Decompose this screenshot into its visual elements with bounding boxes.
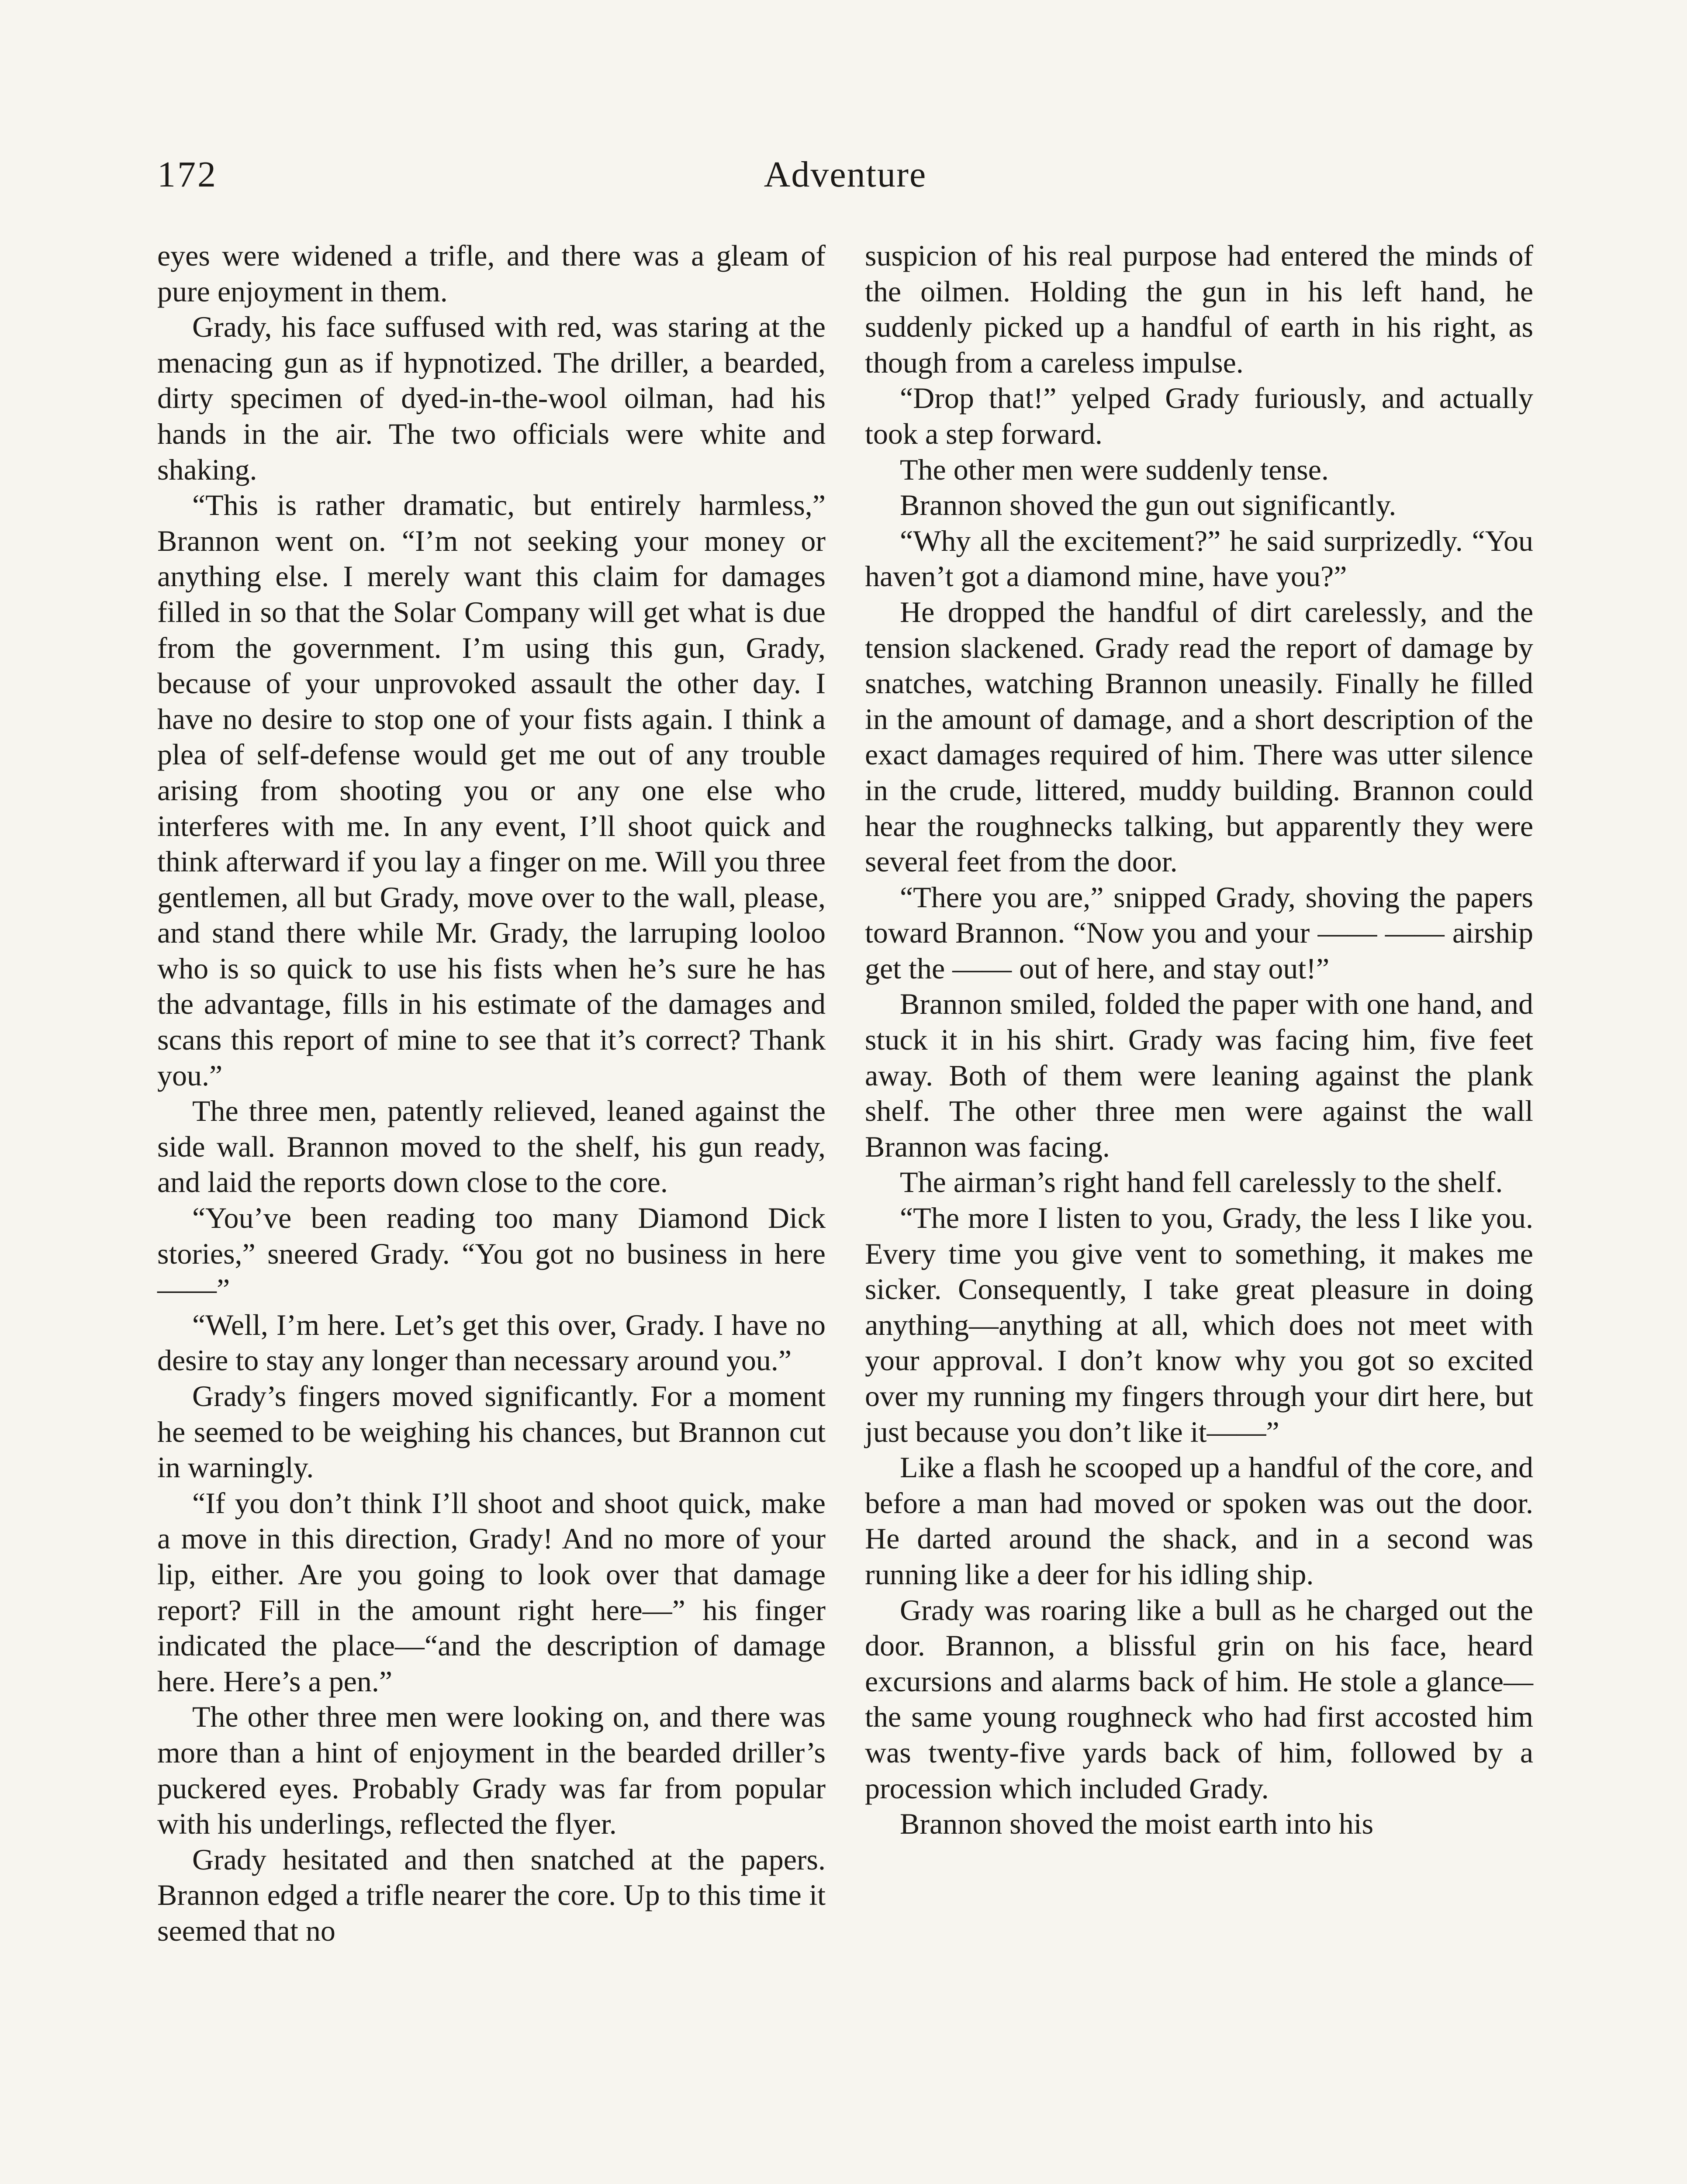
paragraph: “If you don’t think I’ll shoot and shoot quick, make a move in this direction, Grady! And no more of your lip, either. Are you going to look over that damage report? Fill in the amount right here—” his finger indicated the place—“and the description of damage here. Here’s a pen.” [157, 1486, 826, 1698]
paragraph: The airman’s right hand fell carelessly to the shelf. [900, 1165, 1503, 1199]
paragraph: “There you are,” snipped Grady, shoving the papers toward Brannon. “Now you and your —— —— airship get the —— out of here, and stay out!” [865, 880, 1533, 985]
paragraph: suspicion of his real purpose had entered the minds of the oilmen. Holding the gun in his left hand, he suddenly picked up a handful of earth in his right, as though from a careless impulse. [865, 239, 1533, 379]
text-column-left [157, 238, 826, 1949]
paragraph: “Well, I’m here. Let’s get this over, Grady. I have no desire to stay any longer than necessary around you.” [157, 1308, 826, 1377]
text-column-right [865, 238, 1533, 1842]
paragraph: The other three men were looking on, and there was more than a hint of enjoyment in the bearded driller’s puckered eyes. Probably Grady was far from popular with his underlings, reflected the flyer. [157, 1700, 826, 1841]
paragraph: Brannon shoved the moist earth into his [900, 1807, 1374, 1841]
paragraph: Grady, his face suffused with red, was staring at the menacing gun as if hypnotized. The driller, a bearded, dirty specimen of dyed-in-the-wool oilman, had his hands in the air. The two officials were white and shaking. [157, 310, 826, 486]
paragraph: Brannon shoved the gun out significantly. [900, 488, 1397, 522]
paragraph: Grady hesitated and then snatched at the papers. Brannon edged a trifle nearer the core. Up to this time it seemed that no [157, 1842, 826, 1947]
paragraph: The other men were suddenly tense. [900, 453, 1329, 486]
magazine-title: Adventure [764, 154, 927, 195]
paragraph: “Drop that!” yelped Grady furiously, and actually took a step forward. [865, 381, 1533, 450]
paragraph: Grady’s fingers moved significantly. For a moment he seemed to be weighing his chances, but Brannon cut in warningly. [157, 1379, 826, 1484]
paragraph: “Why all the excitement?” he said surprizedly. “You haven’t got a diamond mine, have you?” [865, 524, 1533, 593]
paragraph: Like a flash he scooped up a handful of the core, and before a man had moved or spoken was out the door. He darted around the shack, and in a second was running like a deer for his idling ship. [865, 1451, 1533, 1591]
page-header [157, 144, 1533, 205]
paragraph: eyes were widened a trifle, and there was a gleam of pure enjoyment in them. [157, 239, 826, 308]
paragraph: Brannon smiled, folded the paper with one hand, and stuck it in his shirt. Grady was facing him, five feet away. Both of them were leaning against the plank shelf. The other three men were against the wall Brannon was facing. [865, 987, 1533, 1163]
paragraph: “This is rather dramatic, but entirely harmless,” Brannon went on. “I’m not seeking your money or anything else. I merely want this claim for damages filled in so that the Solar Company will get what is due from the government. I’m using this gun, Grady, because of your unprovoked assault the other day. I have no desire to stop one of your fists again. I think a plea of self-defense would get me out of any trouble arising from shooting you or any one else who interferes with me. In any event, I’ll shoot quick and think afterward if you lay a finger on me. Will you three gentlemen, all but Grady, move over to the wall, please, and stand there while Mr. Grady, the larruping looloo who is so quick to use his fists when he’s sure he has the advantage, fills in his estimate of the damages and scans this report of mine to see that it’s correct? Thank you.” [157, 488, 826, 1092]
paragraph: “You’ve been reading too many Diamond Dick stories,” sneered Grady. “You got no business in here——” [157, 1201, 826, 1306]
page-number: 172 [157, 154, 218, 195]
paragraph: He dropped the handful of dirt carelessly, and the tension slackened. Grady read the report of damage by snatches, watching Brannon uneasily. Finally he filled in the amount of damage, and a short description of the exact damages required of him. There was utter silence in the crude, littered, muddy building. Brannon could hear the roughnecks talking, but apparently they were several feet from the door. [865, 595, 1533, 878]
paragraph: The three men, patently relieved, leaned against the side wall. Brannon moved to the shelf, his gun ready, and laid the reports down close to the core. [157, 1094, 826, 1199]
paragraph: “The more I listen to you, Grady, the less I like you. Every time you give vent to something, it makes me sicker. Consequently, I take great pleasure in doing anything—anything at all, which does not meet with your approval. I don’t know why you got so excited over my running my fingers through your dirt here, but just because you don’t like it——” [865, 1201, 1533, 1448]
paragraph: Grady was roaring like a bull as he charged out the door. Brannon, a blissful grin on his face, heard excursions and alarms back of him. He stole a glance—the same young roughneck who had first accosted him was twenty-five yards back of him, followed by a procession which included Grady. [865, 1593, 1533, 1805]
